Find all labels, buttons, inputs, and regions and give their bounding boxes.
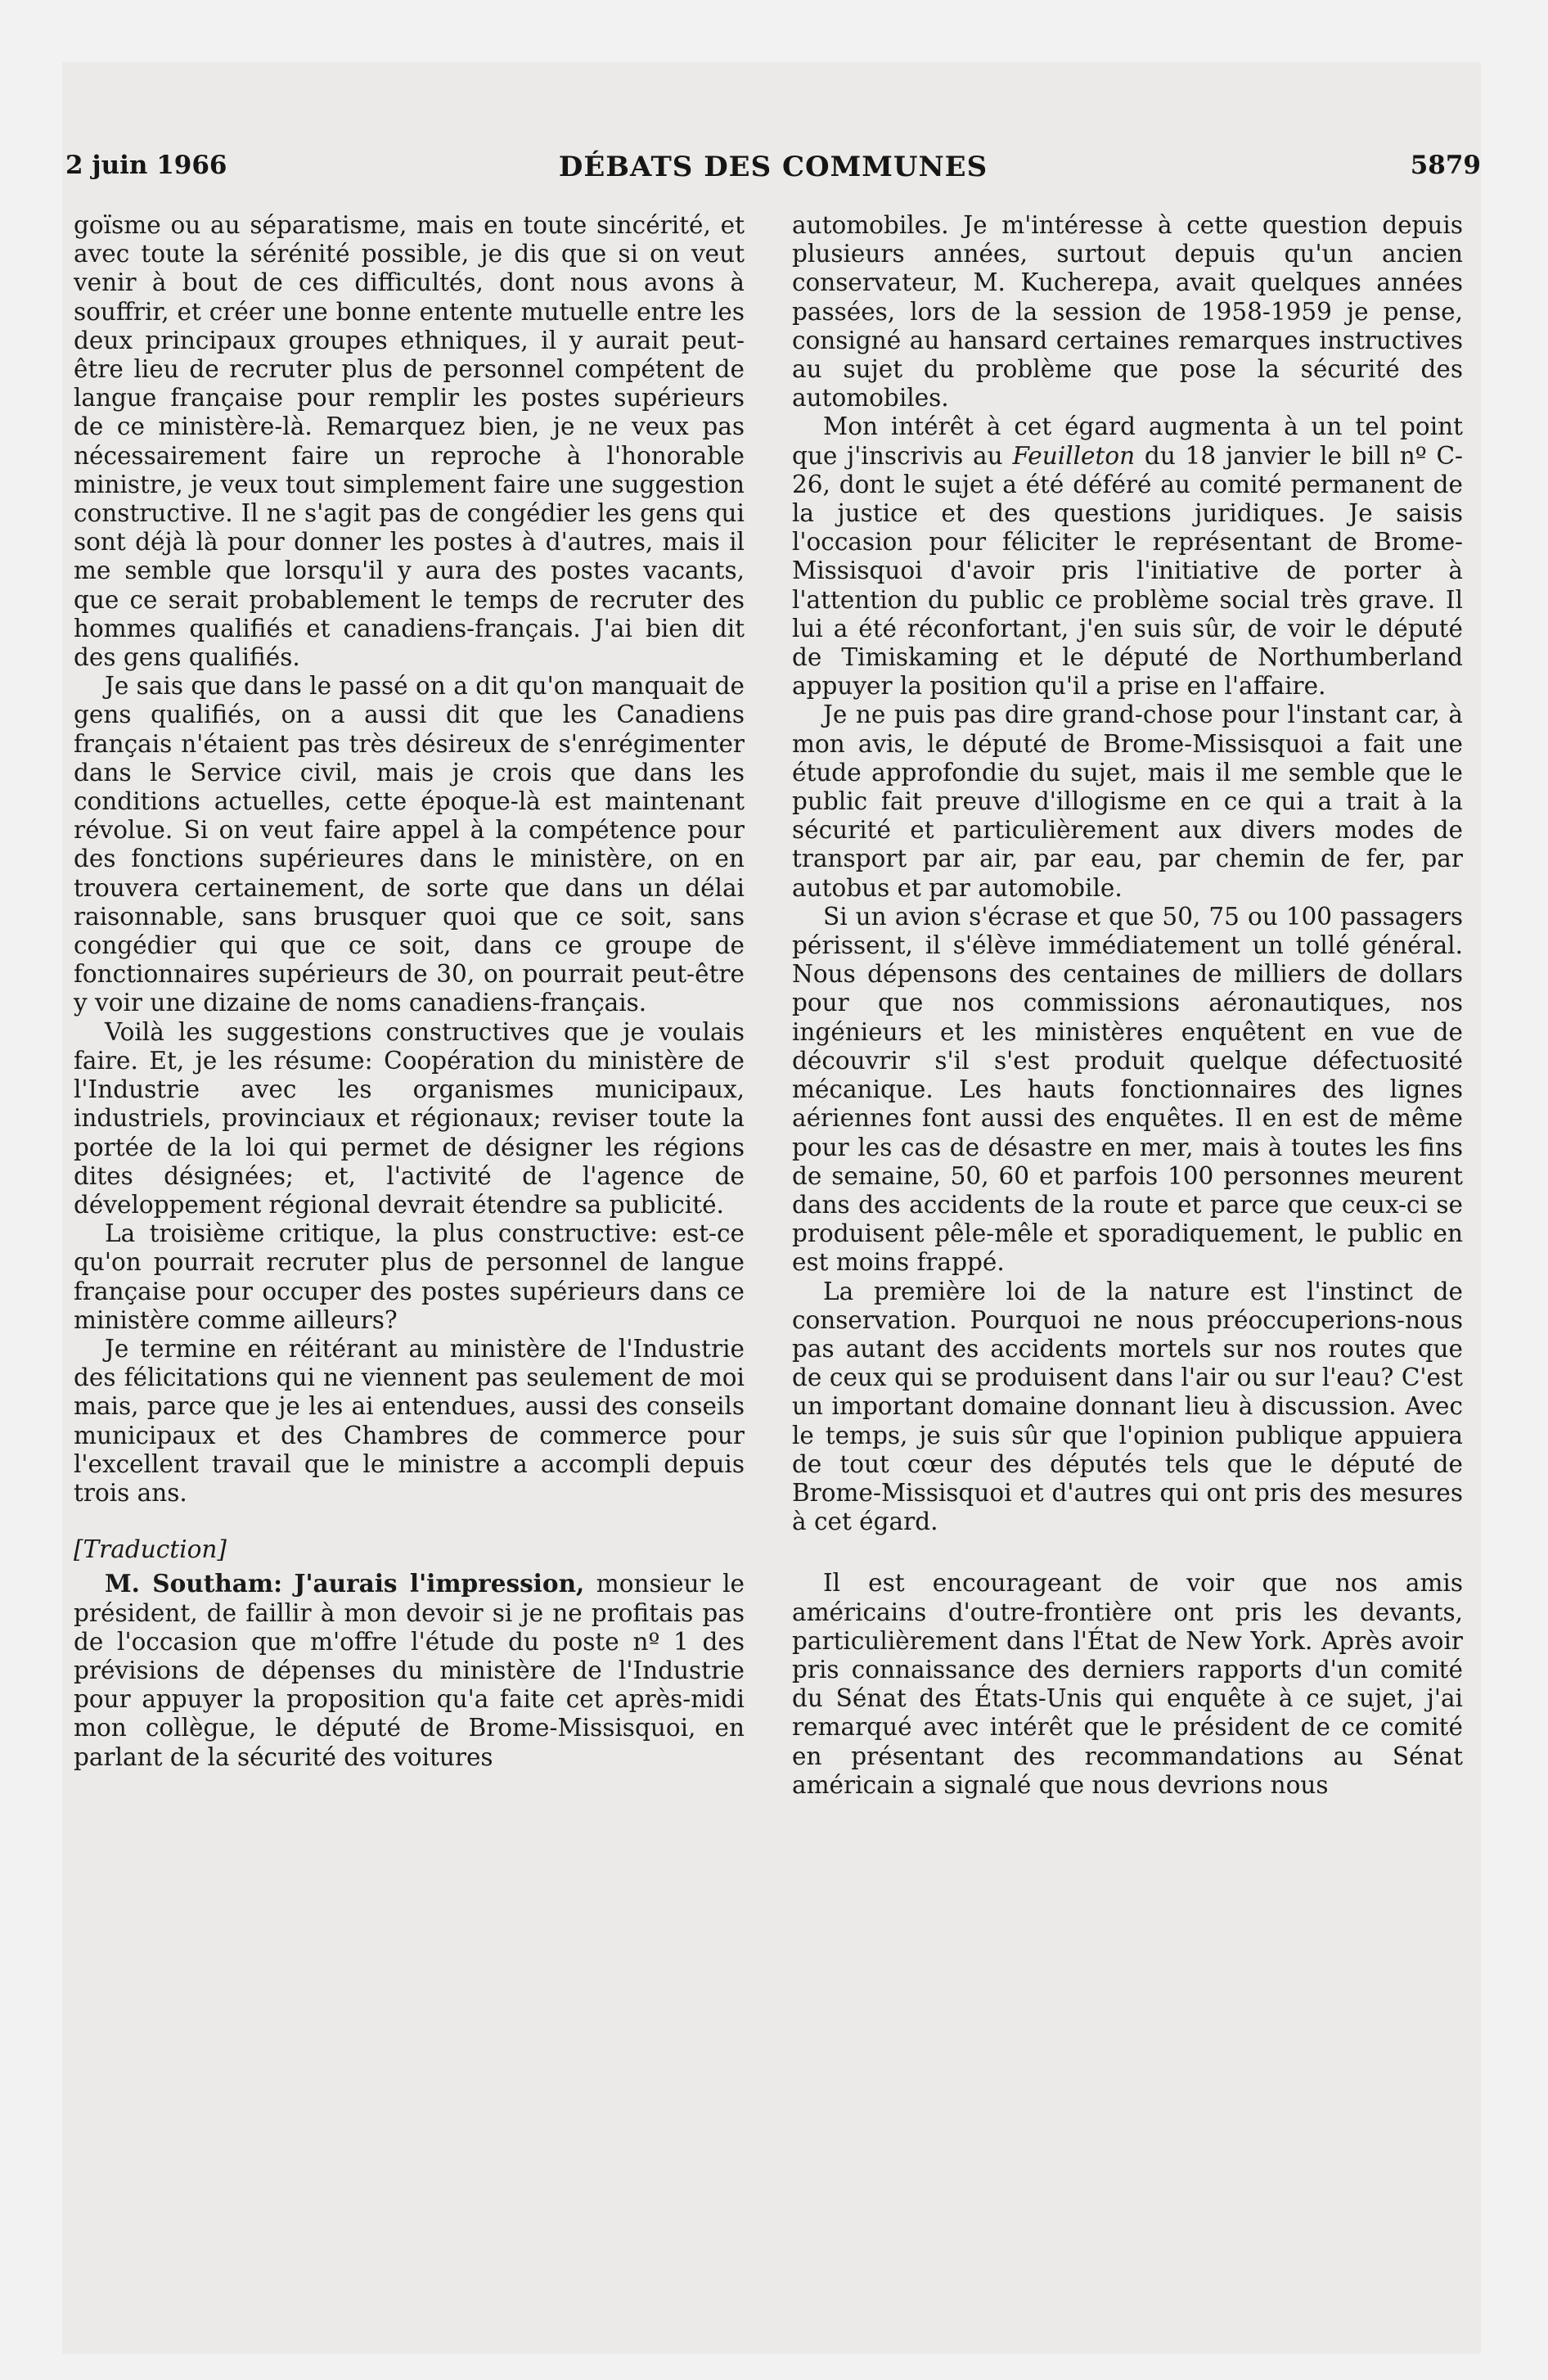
left-column: [74, 211, 745, 1772]
translation-label: [Traduction]: [74, 1535, 227, 1564]
paragraph: Si un avion s'écrase et que 50, 75 ou 100 passagers périssent, il s'élève immédiatement un tollé général. Nous dépensons des centaines de milliers de dollars pour que nos commissions aéronautiques, nos ingénieurs et les ministères enquêtent en vue de découvrir s'il s'est produit quelque défectuosité mécanique. Les hauts fonctionnaires des lignes aériennes font aussi des enquêtes. Il en est de même pour les cas de désastre en mer, mais à toutes les fins de semaine, 50, 60 et parfois 100 personnes meurent dans des accidents de la route et parce que ceux-ci se produisent pêle-mêle et sporadiquement, le public en est moins frappé.: [792, 902, 1463, 1277]
paragraph-text: Mon intérêt à cet égard augmenta à un tel point que j'inscrivis au: [792, 412, 1463, 470]
feuilleton-title: Feuilleton: [1012, 441, 1136, 470]
paragraph: [792, 412, 1463, 701]
paragraph: Voilà les suggestions constructives que je voulais faire. Et, je les résume: Coopération du ministère de l'Industrie avec les organismes municipaux, industriels, provinciaux et régionaux; reviser toute la portée de la loi qui permet de désigner les régions dites désignées; et, l'activité de l'agence de développement régional devrait étendre sa publicité.: [74, 1017, 745, 1219]
paragraph: Je sais que dans le passé on a dit qu'on manquait de gens qualifiés, on a aussi dit que les Canadiens français n'étaient pas très désireux de s'enrégimenter dans le Service civil, mais je crois que dans les conditions actuelles, cette époque-là est maintenant révolue. Si on veut faire appel à la compétence pour des fonctions supérieures dans le ministère, on en trouvera certainement, de sorte que dans un délai raisonnable, sans brusquer quoi que ce soit, sans congédier qui que ce soit, dans ce groupe de fonctionnaires supérieurs de 30, on pourrait peut-être y voir une dizaine de noms canadiens-français.: [74, 672, 745, 1017]
paragraph-text: du 18 janvier le bill nº C-26, dont le sujet a été déféré au comité permanent de la justice et des questions juridiques. Je saisis l'occasion pour féliciter le représentant de Brome-Missisquoi d'avoir pris l'initiative de porter à l'attention du public ce problème social très grave. Il lui a été réconfortant, j'en suis sûr, de voir le député de Timiskaming et le député de Northumberland appuyer la position qu'il a prise en l'affaire.: [792, 441, 1463, 701]
right-column: [792, 211, 1463, 1800]
speech-paragraph: [74, 1569, 745, 1771]
paragraph: automobiles. Je m'intéresse à cette question depuis plusieurs années, surtout depuis qu'un ancien conservateur, M. Kucherepa, avait quelques années passées, lors de la session de 1958-1959 je pense, consigné au hansard certaines remarques instructives au sujet du problème que pose la sécurité des automobiles.: [792, 211, 1463, 412]
paragraph: Je ne puis pas dire grand-chose pour l'instant car, à mon avis, le député de Brome-Missisquoi a fait une étude approfondie du sujet, mais il me semble que le public fait preuve d'illogisme en ce qui a trait à la sécurité et particulièrement aux divers modes de transport par air, par eau, par chemin de fer, par autobus et par automobile.: [792, 701, 1463, 902]
speaker-name: M. Southam:: [105, 1569, 283, 1598]
paragraph: La première loi de la nature est l'instinct de conservation. Pourquoi ne nous préoccuperions-nous pas autant des accidents mortels sur nos routes que de ceux qui se produisent dans l'air ou sur l'eau? C'est un important domaine donnant lieu à discussion. Avec le temps, je suis sûr que l'opinion publique appuiera de tout cœur des députés tels que le député de Brome-Missisquoi et d'autres qui ont pris des mesures à cet égard.: [792, 1277, 1463, 1536]
paragraph: Je termine en réitérant au ministère de l'Industrie des félicitations qui ne viennent pas seulement de moi mais, parce que je les ai entendues, aussi des conseils municipaux et des Chambres de commerce pour l'excellent travail que le ministre a accompli depuis trois ans.: [74, 1334, 745, 1507]
paragraph: goïsme ou au séparatisme, mais en toute sincérité, et avec toute la sérénité possible, je dis que si on veut venir à bout de ces difficultés, dont nous avons à souffrir, et créer une bonne entente mutuelle entre les deux principaux groupes ethniques, il y aurait peut-être lieu de recruter plus de personnel compétent de langue française pour remplir les postes supérieurs de ce ministère-là. Remarquez bien, je ne veux pas nécessairement faire un reproche à l'honorable ministre, je veux tout simplement faire une suggestion constructive. Il ne s'agit pas de congédier les gens qui sont déjà là pour donner les postes à d'autres, mais il me semble que lorsqu'il y aura des postes vacants, que ce serait probablement le temps de recruter des hommes qualifiés et canadiens-français. J'ai bien dit des gens qualifiés.: [74, 211, 745, 672]
header-page-number: 5879: [1410, 151, 1481, 180]
speech-text: monsieur le président, de faillir à mon devoir si je ne profitais pas de l'occasion que m'offre l'étude du poste nº 1 des prévisions de dépenses du ministère de l'Industrie pour appuyer la proposition qu'a faite cet après-midi mon collègue, le député de Brome-Missisquoi, en parlant de la sécurité des voitures: [74, 1570, 745, 1771]
header-date: 2 juin 1966: [65, 151, 227, 180]
page-header: [65, 151, 1481, 192]
paragraph: La troisième critique, la plus constructive: est-ce qu'on pourrait recruter plus de personnel de langue française pour occuper des postes supérieurs dans ce ministère comme ailleurs?: [74, 1219, 745, 1334]
paragraph: Il est encourageant de voir que nos amis américains d'outre-frontière ont pris les devants, particulièrement dans l'État de New York. Après avoir pris connaissance des derniers rapports d'un comité du Sénat des États-Unis qui enquête à ce sujet, j'ai remarqué avec intérêt que le président de ce comité en présentant des recommandations au Sénat américain a signalé que nous devrions nous: [792, 1569, 1463, 1799]
speech-lead: J'aurais l'impression,: [294, 1569, 585, 1598]
header-title: DÉBATS DES COMMUNES: [558, 151, 988, 183]
translation-marker: [74, 1535, 745, 1564]
